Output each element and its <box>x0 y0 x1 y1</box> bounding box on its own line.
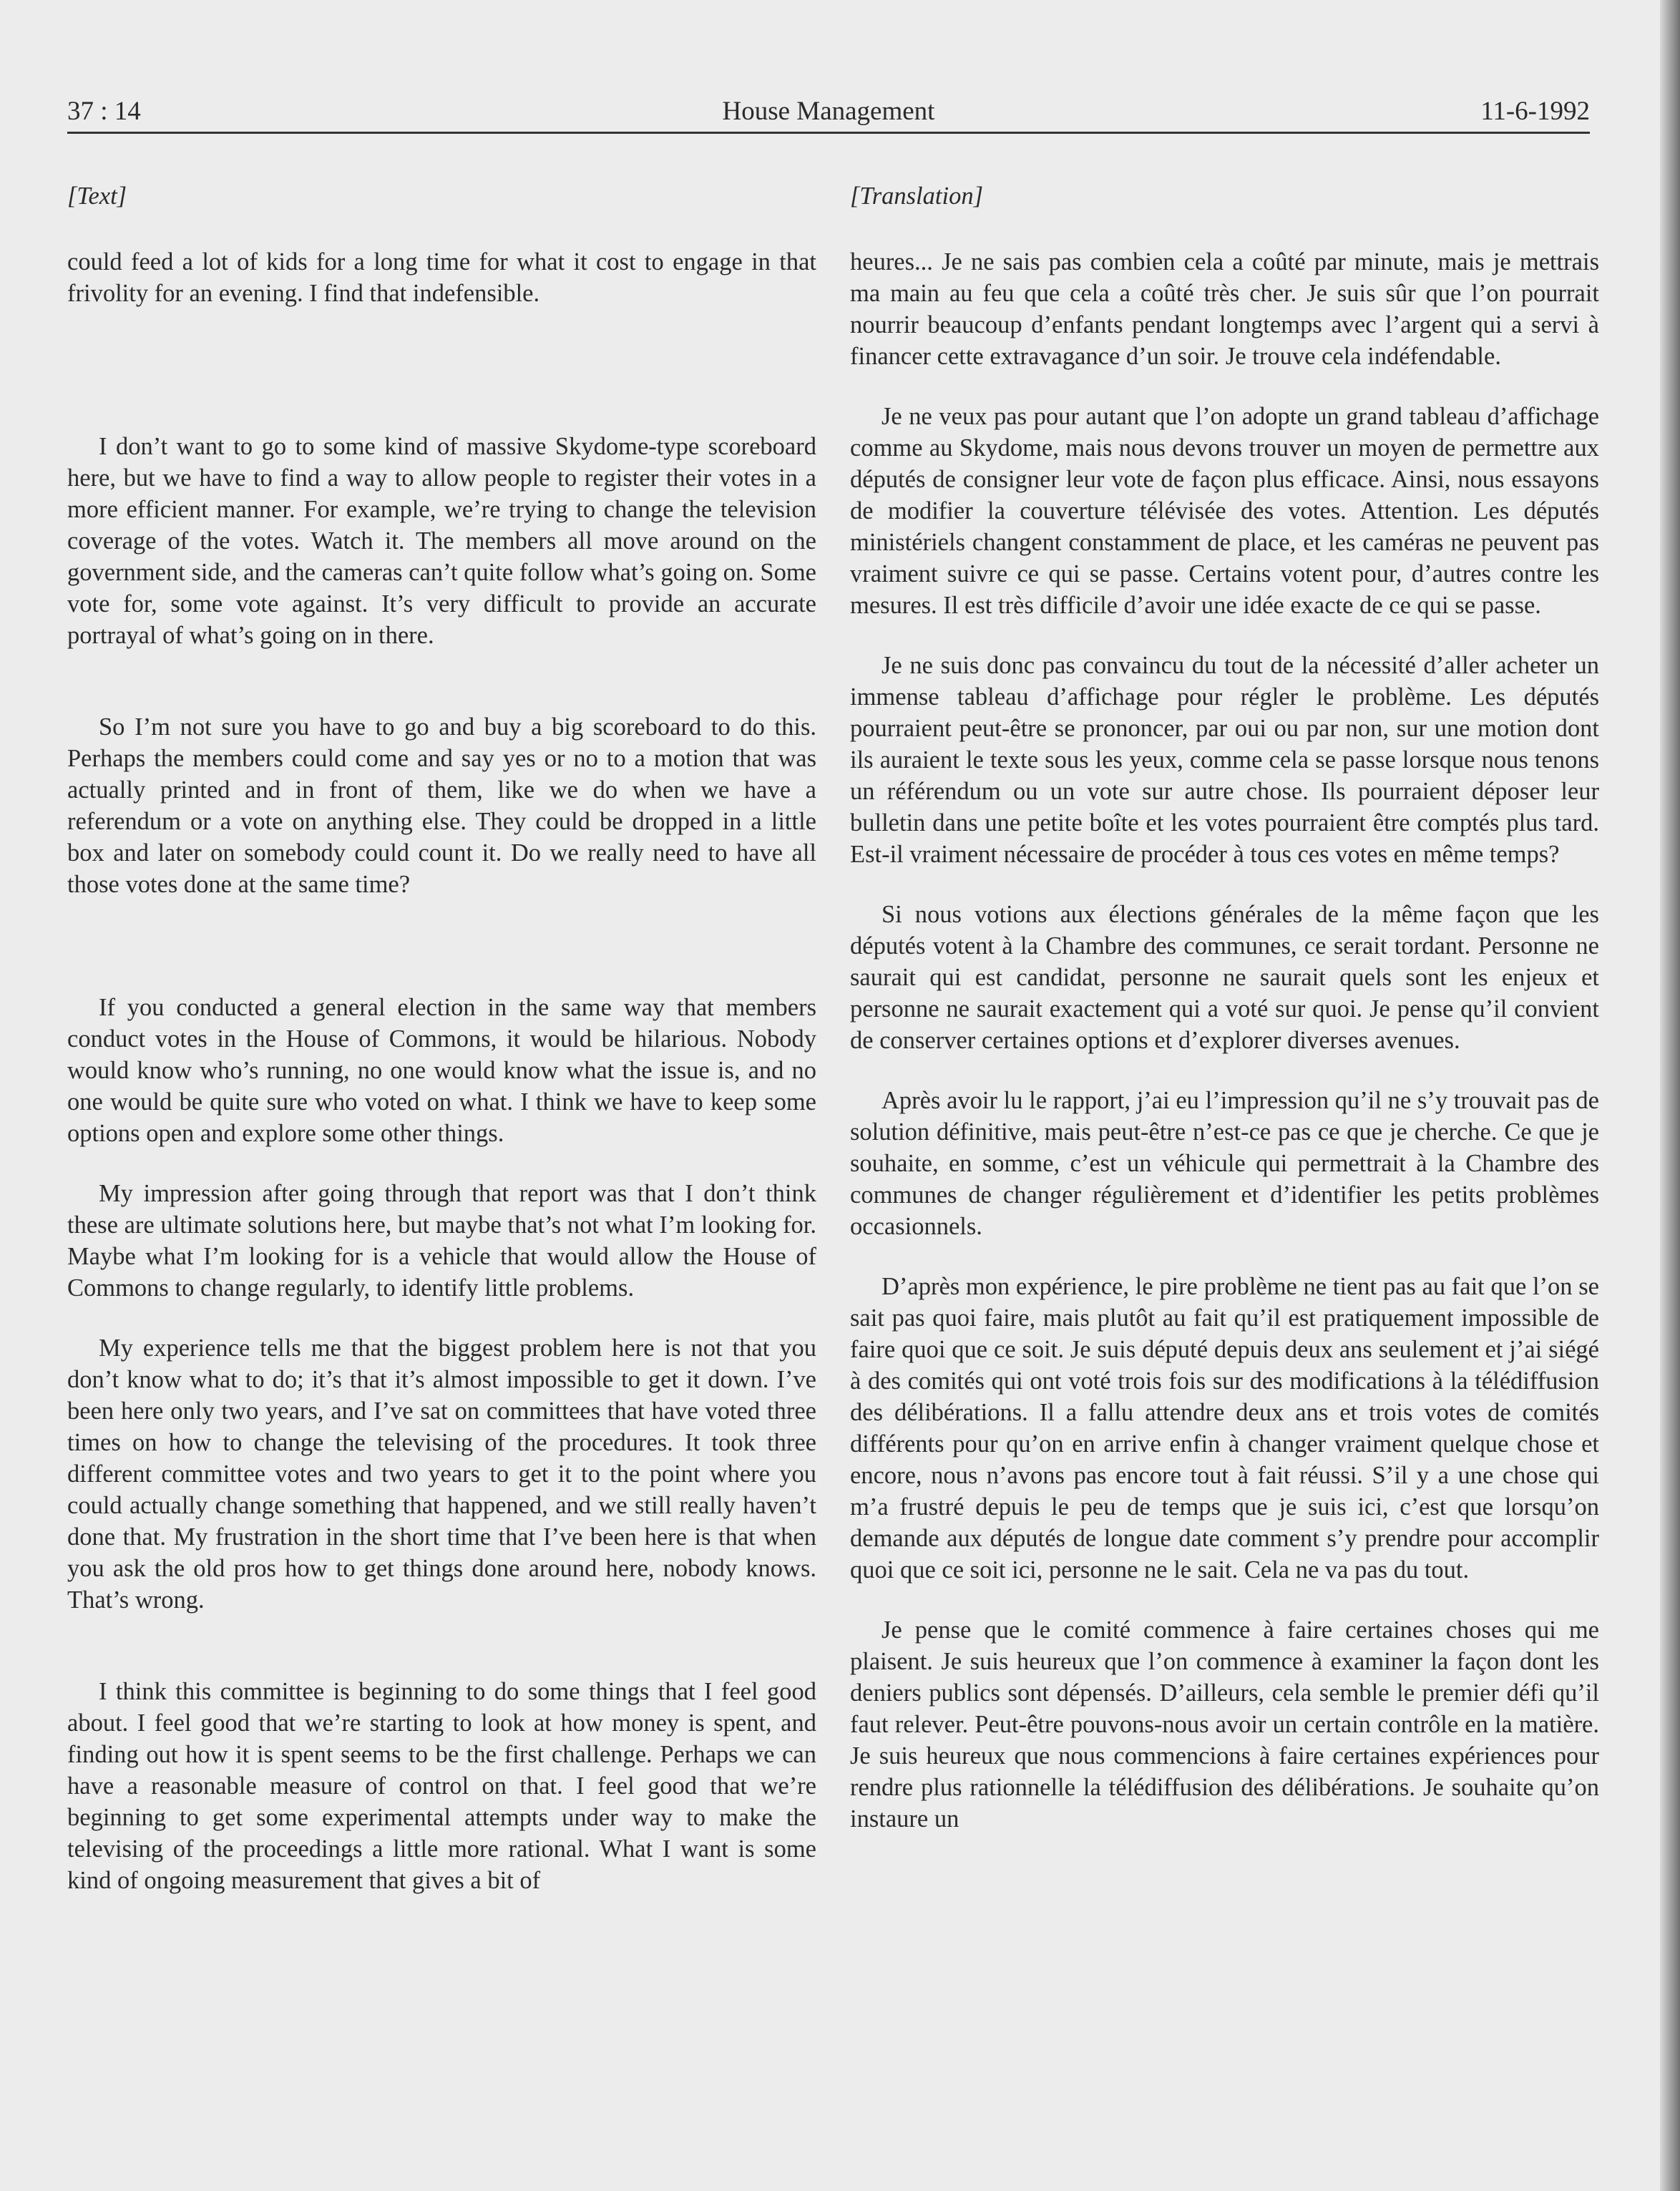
paragraph: Si nous votions aux élections générales de la même façon que les députés votent à la Chambre des communes, ce serait tordant. Personne ne saurait qui est candidat, personne ne saurait quels sont les enjeux et personne ne saurait exactement qui a voté sur quoi. Je pense qu’il convient de conserver certaines options et d’explorer diverses avenues. <box>850 901 1599 1054</box>
paragraph: If you conducted a general election in the same way that members conduct votes in the House of Commons, it would be hilarious. Nobody would know who’s running, no one would know what the issue is, and no one would be quite sure who voted on what. I think we have to keep some options open and explore some other things. <box>67 994 816 1147</box>
page-number: 37 : 14 <box>67 97 141 126</box>
paragraph: Après avoir lu le rapport, j’ai eu l’impression qu’il ne s’y trouvait pas de solution définitive, mais peut-être n’est-ce pas ce que je cherche. Ce que je souhaite, en somme, c’est un véhicule qui permettrait à la Chambre des communes de changer régulièrement et d’identifier les petits problèmes occasionnels. <box>850 1087 1599 1240</box>
paragraph: My impression after going through that report was that I don’t think these are ultimate solutions here, but maybe that’s not what I’m looking for. Maybe what I’m looking for is a vehicle that would allow the House of Commons to change regularly, to identify little problems. <box>67 1180 816 1302</box>
paragraph: My experience tells me that the biggest problem here is not that you don’t know what to do; it’s that it’s almost impossible to get it down. I’ve been here only two years, and I’ve sat on committees that have voted three times on how to change the televising of the procedures. It took three different committee votes and two years to get it to the point where you could actually change something that happened, and we still really haven’t done that. My frustration in the short time that I’ve been here is that when you ask the old pros how to get things done around here, nobody knows. That’s wrong. <box>67 1334 816 1614</box>
english-column <box>67 180 816 1896</box>
page-header <box>67 96 1590 134</box>
paragraph: So I’m not sure you have to go and buy a big scoreboard to do this. Perhaps the members could come and say yes or no to a motion that was actually printed and in front of them, like we do when we have a referendum or a vote on anything else. They could be dropped in a little box and later on somebody could count it. Do we really need to have all those votes done at the same time? <box>67 713 816 898</box>
header-title: House Management <box>722 97 935 126</box>
paragraph: could feed a lot of kids for a long time for what it cost to engage in that frivolity for an evening. I find that indefensible. <box>67 248 816 307</box>
paragraph: Je ne veux pas pour autant que l’on adopte un grand tableau d’affichage comme au Skydome, mais nous devons trouver un moyen de permettre aux députés de consigner leur vote de façon plus efficace. Ainsi, nous essayons de modifier la couverture télévisée des votes. Attention. Les députés ministériels changent constamment de place, et les caméras ne peuvent pas vraiment suivre ce qui se passe. Certains votent pour, d’autres contre les mesures. Il est très difficile d’avoir une idée exacte de ce qui se passe. <box>850 403 1599 619</box>
paragraph: I don’t want to go to some kind of massive Skydome-type scoreboard here, but we have to find a way to allow people to register their votes in a more efficient manner. For example, we’re trying to change the television coverage of the votes. Watch it. The members all move around on the government side, and the cameras can’t quite follow what’s going on. Some vote for, some vote against. It’s very difficult to provide an accurate portrayal of what’s going on in there. <box>67 433 816 649</box>
paragraph: Je ne suis donc pas convaincu du tout de la nécessité d’aller acheter un immense tableau d’affichage pour régler le problème. Les députés pourraient peut-être se prononcer, par oui ou par non, sur une motion dont ils auraient le texte sous les yeux, comme cela se passe lorsque nous tenons un référendum ou un vote sur autre chose. Ils pourraient déposer leur bulletin dans une petite boîte et les votes pourraient être comptés plus tard. Est-il vraiment nécessaire de procéder à tous ces votes en même temps? <box>850 652 1599 868</box>
column-label-text: [Text] <box>67 182 127 210</box>
french-column <box>850 180 1599 1835</box>
column-label-translation: [Translation] <box>850 182 983 210</box>
paragraph: D’après mon expérience, le pire problème ne tient pas au fait que l’on se sait pas quoi faire, mais plutôt au fait qu’il est pratiquement impossible de faire quoi que ce soit. Je suis député depuis deux ans seulement et j’ai siégé à des comités qui ont voté trois fois sur des modifications à la télédiffusion des délibérations. Il a fallu attendre deux ans et trois votes de comités différents pour qu’on en arrive enfin à changer vraiment quelque chose et encore, nous n’avons pas encore tout à fait réussi. S’il y a une chose qui m’a frustré depuis le peu de temps que je suis ici, c’est que lorsqu’on demande aux députés de longue date comment s’y prendre pour accomplir quoi que ce soit ici, personne ne le sait. Cela ne va pas du tout. <box>850 1273 1599 1584</box>
book-spine-edge <box>1660 0 1680 2191</box>
paragraph: heures... Je ne sais pas combien cela a coûté par minute, mais je mettrais ma main au feu que cela a coûté très cher. Je suis sûr que l’on pourrait nourrir beaucoup d’enfants pendant longtemps avec l’argent qui a servi à financer cette extravagance d’un soir. Je trouve cela indéfendable. <box>850 248 1599 370</box>
header-date: 11-6-1992 <box>1480 97 1590 126</box>
paragraph: Je pense que le comité commence à faire certaines choses qui me plaisent. Je suis heureux que l’on commence à examiner la façon dont les deniers publics sont dépensés. D’ailleurs, cela semble le premier défi qu’il faut relever. Peut-être pouvons-nous avoir un certain contrôle en la matière. Je suis heureux que nous commencions à faire certaines expériences pour rendre plus rationnelle la télédiffusion des délibérations. Je souhaite qu’on instaure un <box>850 1616 1599 1833</box>
paragraph: I think this committee is beginning to do some things that I feel good about. I feel good that we’re starting to look at how money is spent, and finding out how it is spent seems to be the first challenge. Perhaps we can have a reasonable measure of control on that. I feel good that we’re beginning to get some experimental attempts under way to make the televising of the proceedings a little more rational. What I want is some kind of ongoing measurement that gives a bit of <box>67 1678 816 1894</box>
